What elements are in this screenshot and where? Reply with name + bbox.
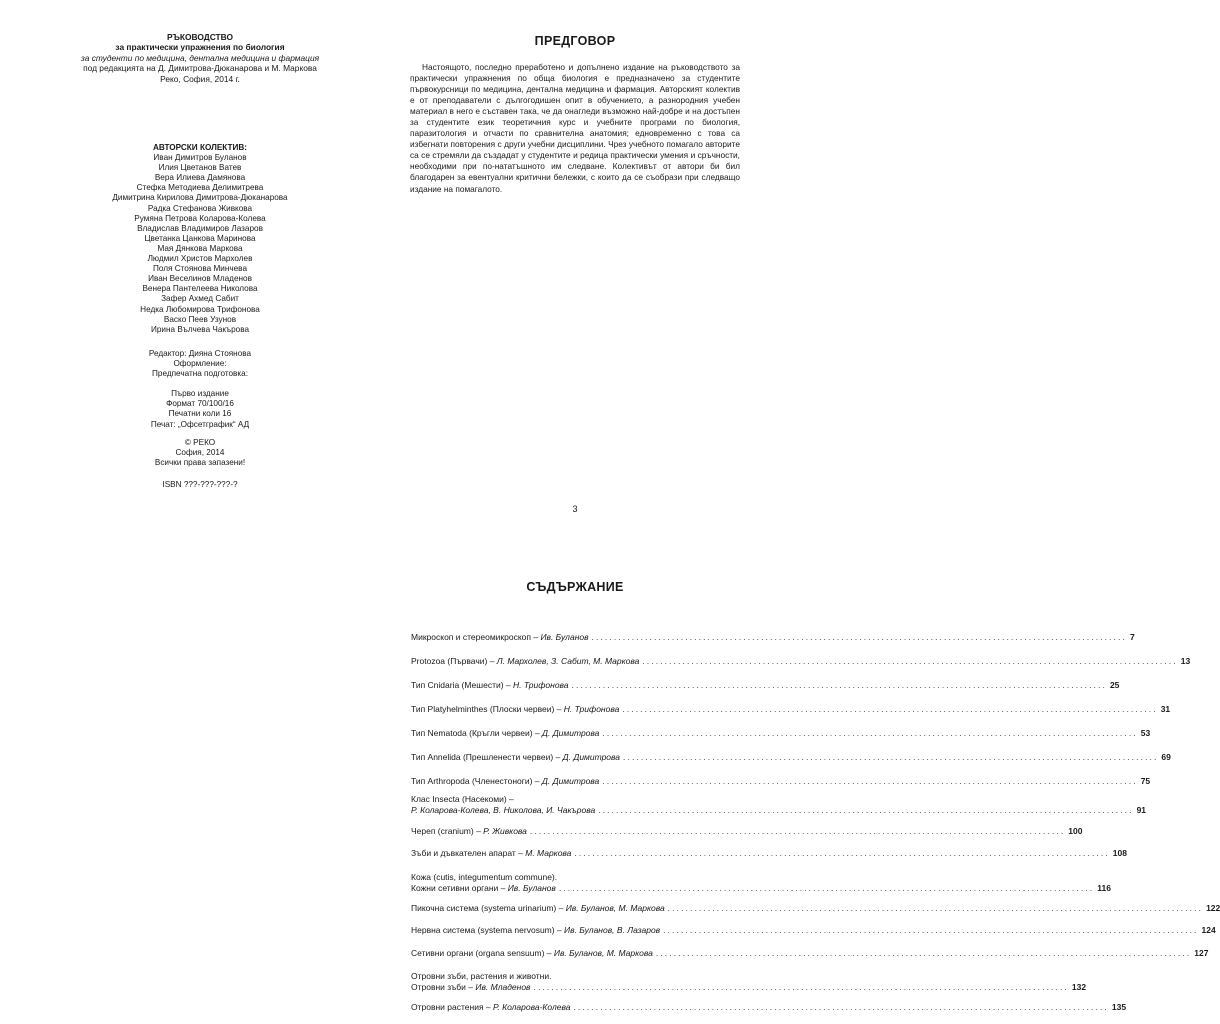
author-name: Иван Димитров Буланов [153, 153, 247, 163]
contents-title: СЪДЪРЖАНИЕ [526, 580, 624, 594]
toc-leader-dots: ........................................................................................................................ [602, 728, 1138, 738]
toc-leader-dots: ........................................................................................................................ [622, 704, 1158, 714]
toc-item-page: 132 [1071, 982, 1087, 992]
toc-item-title: Тип Arthropoda (Членестоноги) – [411, 776, 542, 786]
toc-item-page: 13 [1180, 656, 1191, 666]
author-name: Васко Пеев Узунов [163, 314, 237, 324]
toc-item-title: Тип Nematoda (Кръгли червеи) – [411, 728, 542, 738]
author-name: Вера Илиева Дамянова [154, 173, 246, 183]
author-name: Румяна Петрова Коларова-Колева [134, 213, 266, 223]
toc-item-page: 127 [1194, 948, 1209, 958]
toc-item-authors: Ив. Младенов [475, 982, 531, 992]
author-name: Цветанка Цанкова Маринова [144, 233, 256, 243]
toc-item-authors: Н. Трифонова [563, 704, 620, 714]
toc-item [411, 872, 1111, 894]
design-line: Оформление: [173, 359, 227, 369]
authors-heading: АВТОРСКИ КОЛЕКТИВ: [152, 143, 248, 152]
toc-item-authors: Д. Димитрова [562, 752, 621, 762]
authors-block [40, 143, 360, 335]
editor-line: Редактор: Дияна Стоянова [148, 349, 252, 358]
toc-leader-dots: ........................................................................................................................ [655, 948, 1192, 958]
book-audience: за студенти по медицина, дентална медицина и фармация [80, 52, 320, 63]
preface-text: Настоящото, последно преработено и допълнено издание на ръководството за практически упражнения по обща биология е предназначено за студентите първокурсници по медицина, дентална медицина и фармация. Авторският колектив е от преподаватели с дългогодишен опит в обучението, а разнородния учебен материал в него е съставен така, че да онагледи възможно най-добре и на достъпен за студентите език теоретичния курс и учебните програми по биология, паразитология и отчасти по сравнителна анатомия; едновременно с това са избегнати повторения с други учебни дисциплини. Чрез учебното помагало авторите са се стремяли да създадат у студентите и редица практически умения и сръчности, необходими при по-нататъшното им следване. Колективът от автори би бил благодарен за евентуални критични бележки, с които да се съобрази при следващо издание на помагалото. [410, 62, 740, 194]
toc-item [411, 948, 1209, 959]
toc-item-authors: Р. Коларова-Колева [493, 1002, 571, 1012]
author-name: Иван Веселинов Младенов [148, 274, 252, 284]
toc-item-page: 135 [1111, 1002, 1127, 1012]
toc-item-authors: Ив. Буланов, В. Лазаров [564, 925, 661, 935]
author-name: Радка Стефанова Живкова [147, 203, 253, 213]
toc-item-heading: Клас Insecta (Насекоми) – [411, 794, 514, 804]
toc-leader-dots: ........................................................................................................................ [642, 656, 1178, 666]
toc-item-title: Сетивни органи (organa sensuum) – [411, 948, 554, 958]
author-name: Поля Стоянова Минчева [152, 264, 247, 274]
toc-leader-dots: ........................................................................................................................ [667, 903, 1204, 913]
toc-item-page: 124 [1201, 925, 1216, 935]
toc-item-title: Protozoa (Първачи) – [411, 656, 497, 666]
toc-item-title: Микроскоп и стереомикроскоп – [411, 632, 541, 642]
toc-leader-dots: ........................................................................................................................ [571, 680, 1107, 690]
toc-item [411, 848, 1127, 859]
toc-leader-dots: ........................................................................................................................ [591, 632, 1127, 642]
toc-leader-dots: ........................................................................................................................ [598, 805, 1134, 815]
toc-item-authors: Р. Коларова-Колева, В. Николова, И. Чакърова [411, 805, 596, 815]
title-block [40, 32, 360, 84]
toc-item [411, 971, 1087, 993]
toc-item [411, 632, 1135, 643]
author-name: Стефка Методиева Делимитрева [136, 183, 264, 193]
author-name: Зафер Ахмед Сабит [161, 294, 239, 304]
toc-leader-dots: ........................................................................................................................ [529, 826, 1066, 836]
toc-leader-dots: ........................................................................................................................ [602, 776, 1138, 786]
toc-item-page: 100 [1068, 826, 1083, 836]
toc-item-title: Отровни растения – [411, 1002, 494, 1012]
editors-block [40, 349, 360, 380]
toc-item-authors: Ив. Буланов [540, 632, 589, 642]
copyright-holder: © РЕКО [184, 438, 216, 447]
toc-item-title: Череп (cranium) – [411, 826, 484, 836]
toc-item-page: 75 [1140, 776, 1151, 786]
toc-item-title: Отровни зъби – [411, 982, 476, 992]
toc-item [411, 925, 1216, 936]
toc-item-title: Тип Annelida (Прешленести червеи) – [411, 752, 563, 762]
toc-item-title: Тип Cnidaria (Мешести) – [411, 680, 513, 690]
edition-line: Първо издание [171, 389, 229, 398]
toc-leader-dots: ........................................................................................................................ [663, 925, 1199, 935]
book-subtitle: за практически упражнения по биология [115, 42, 285, 53]
toc-leader-dots: ........................................................................................................................ [558, 883, 1095, 893]
author-name: Илия Цветанов Ватев [158, 163, 242, 173]
toc-item-page: 31 [1160, 704, 1171, 714]
toc-item-page: 122 [1206, 903, 1220, 913]
toc-item [411, 752, 1171, 763]
toc-item-title: Нервна система (systema nervosum) – [411, 925, 565, 935]
toc-item-heading: Кожа (cutis, integumentum commune). [411, 872, 558, 882]
book-publisher-line: Реко, София, 2014 г. [160, 73, 240, 84]
toc-item-heading: Отровни зъби, растения и животни. [411, 971, 552, 981]
toc-item [411, 656, 1191, 667]
author-name: Мая Дянкова Маркова [157, 243, 243, 253]
isbn: ISBN ???-???-???-? [162, 480, 238, 489]
toc-item-authors: Р. Живкова [483, 826, 527, 836]
toc-item-authors: Н. Трифонова [513, 680, 569, 690]
author-name: Недка Любомирова Трифонова [140, 304, 260, 314]
toc-item-authors: Д. Димитрова [541, 728, 600, 738]
toc-leader-dots: ........................................................................................................................ [533, 982, 1069, 992]
book-title: РЪКОВОДСТВО [166, 32, 233, 42]
toc-item [411, 776, 1151, 787]
toc-item-authors: Ив. Буланов, М. Маркова [553, 948, 653, 958]
preface-title: ПРЕДГОВОР [534, 34, 616, 48]
toc-item-authors: Ив. Буланов, М. Маркова [565, 903, 665, 913]
print-block [40, 389, 360, 430]
copyright-rights: Всички права запазени! [154, 458, 246, 468]
toc-item [411, 704, 1171, 715]
toc-item-page: 53 [1140, 728, 1151, 738]
printing-line: Печат: „Офсетграфик“ АД [150, 419, 250, 429]
toc-item-page: 108 [1112, 848, 1127, 858]
book-editors-line: под редакцията на Д. Димитрова-Дюканарова и М. Маркова [83, 63, 317, 74]
authors-list [40, 153, 360, 335]
toc-item-page: 69 [1161, 752, 1171, 762]
author-name: Венера Пантелеева Николова [142, 284, 258, 294]
toc-item-page: 116 [1097, 883, 1111, 893]
toc-item [411, 728, 1151, 739]
toc-item [411, 903, 1220, 914]
toc-item-page: 25 [1109, 680, 1120, 690]
author-name: Владислав Владимиров Лазаров [137, 223, 263, 233]
toc-item [411, 680, 1120, 691]
toc-leader-dots: ........................................................................................................................ [574, 848, 1110, 858]
toc-leader-dots: ........................................................................................................................ [573, 1002, 1109, 1012]
prepress-line: Предпечатна подготовка: [152, 369, 248, 379]
toc-item-authors: Д. Димитрова [541, 776, 600, 786]
toc-leader-dots: ........................................................................................................................ [623, 752, 1159, 762]
toc-item-authors: Ив. Буланов [507, 883, 556, 893]
toc-item [411, 826, 1083, 837]
toc-item-title: Тип Platyhelminthes (Плоски червеи) – [411, 704, 564, 714]
sheets-line: Печатни коли 16 [168, 409, 232, 419]
author-name: Людмил Христов Мархолев [147, 254, 253, 264]
toc-item [411, 1002, 1127, 1013]
toc-item-title: Зъби и дъвкателен апарат – [411, 848, 526, 858]
toc-item [411, 794, 1147, 816]
author-name: Ирина Вълчева Чакърова [150, 324, 250, 334]
toc-item-page: 91 [1136, 805, 1147, 815]
toc-item-title: Кожни сетивни органи – [411, 883, 508, 893]
copyright-block [40, 438, 360, 469]
copyright-place: София, 2014 [175, 448, 225, 458]
toc-item-authors: М. Маркова [525, 848, 572, 858]
format-line: Формат 70/100/16 [166, 399, 234, 409]
author-name: Димитрина Кирилова Димитрова-Дюканарова [112, 193, 288, 203]
page-number: 3 [572, 504, 578, 514]
toc-item-authors: Л. Мархолев, З. Сабит, М. Маркова [496, 656, 640, 666]
toc-item-title: Пикочна система (systema urinarium) – [411, 903, 566, 913]
toc-item-page: 7 [1129, 632, 1135, 642]
